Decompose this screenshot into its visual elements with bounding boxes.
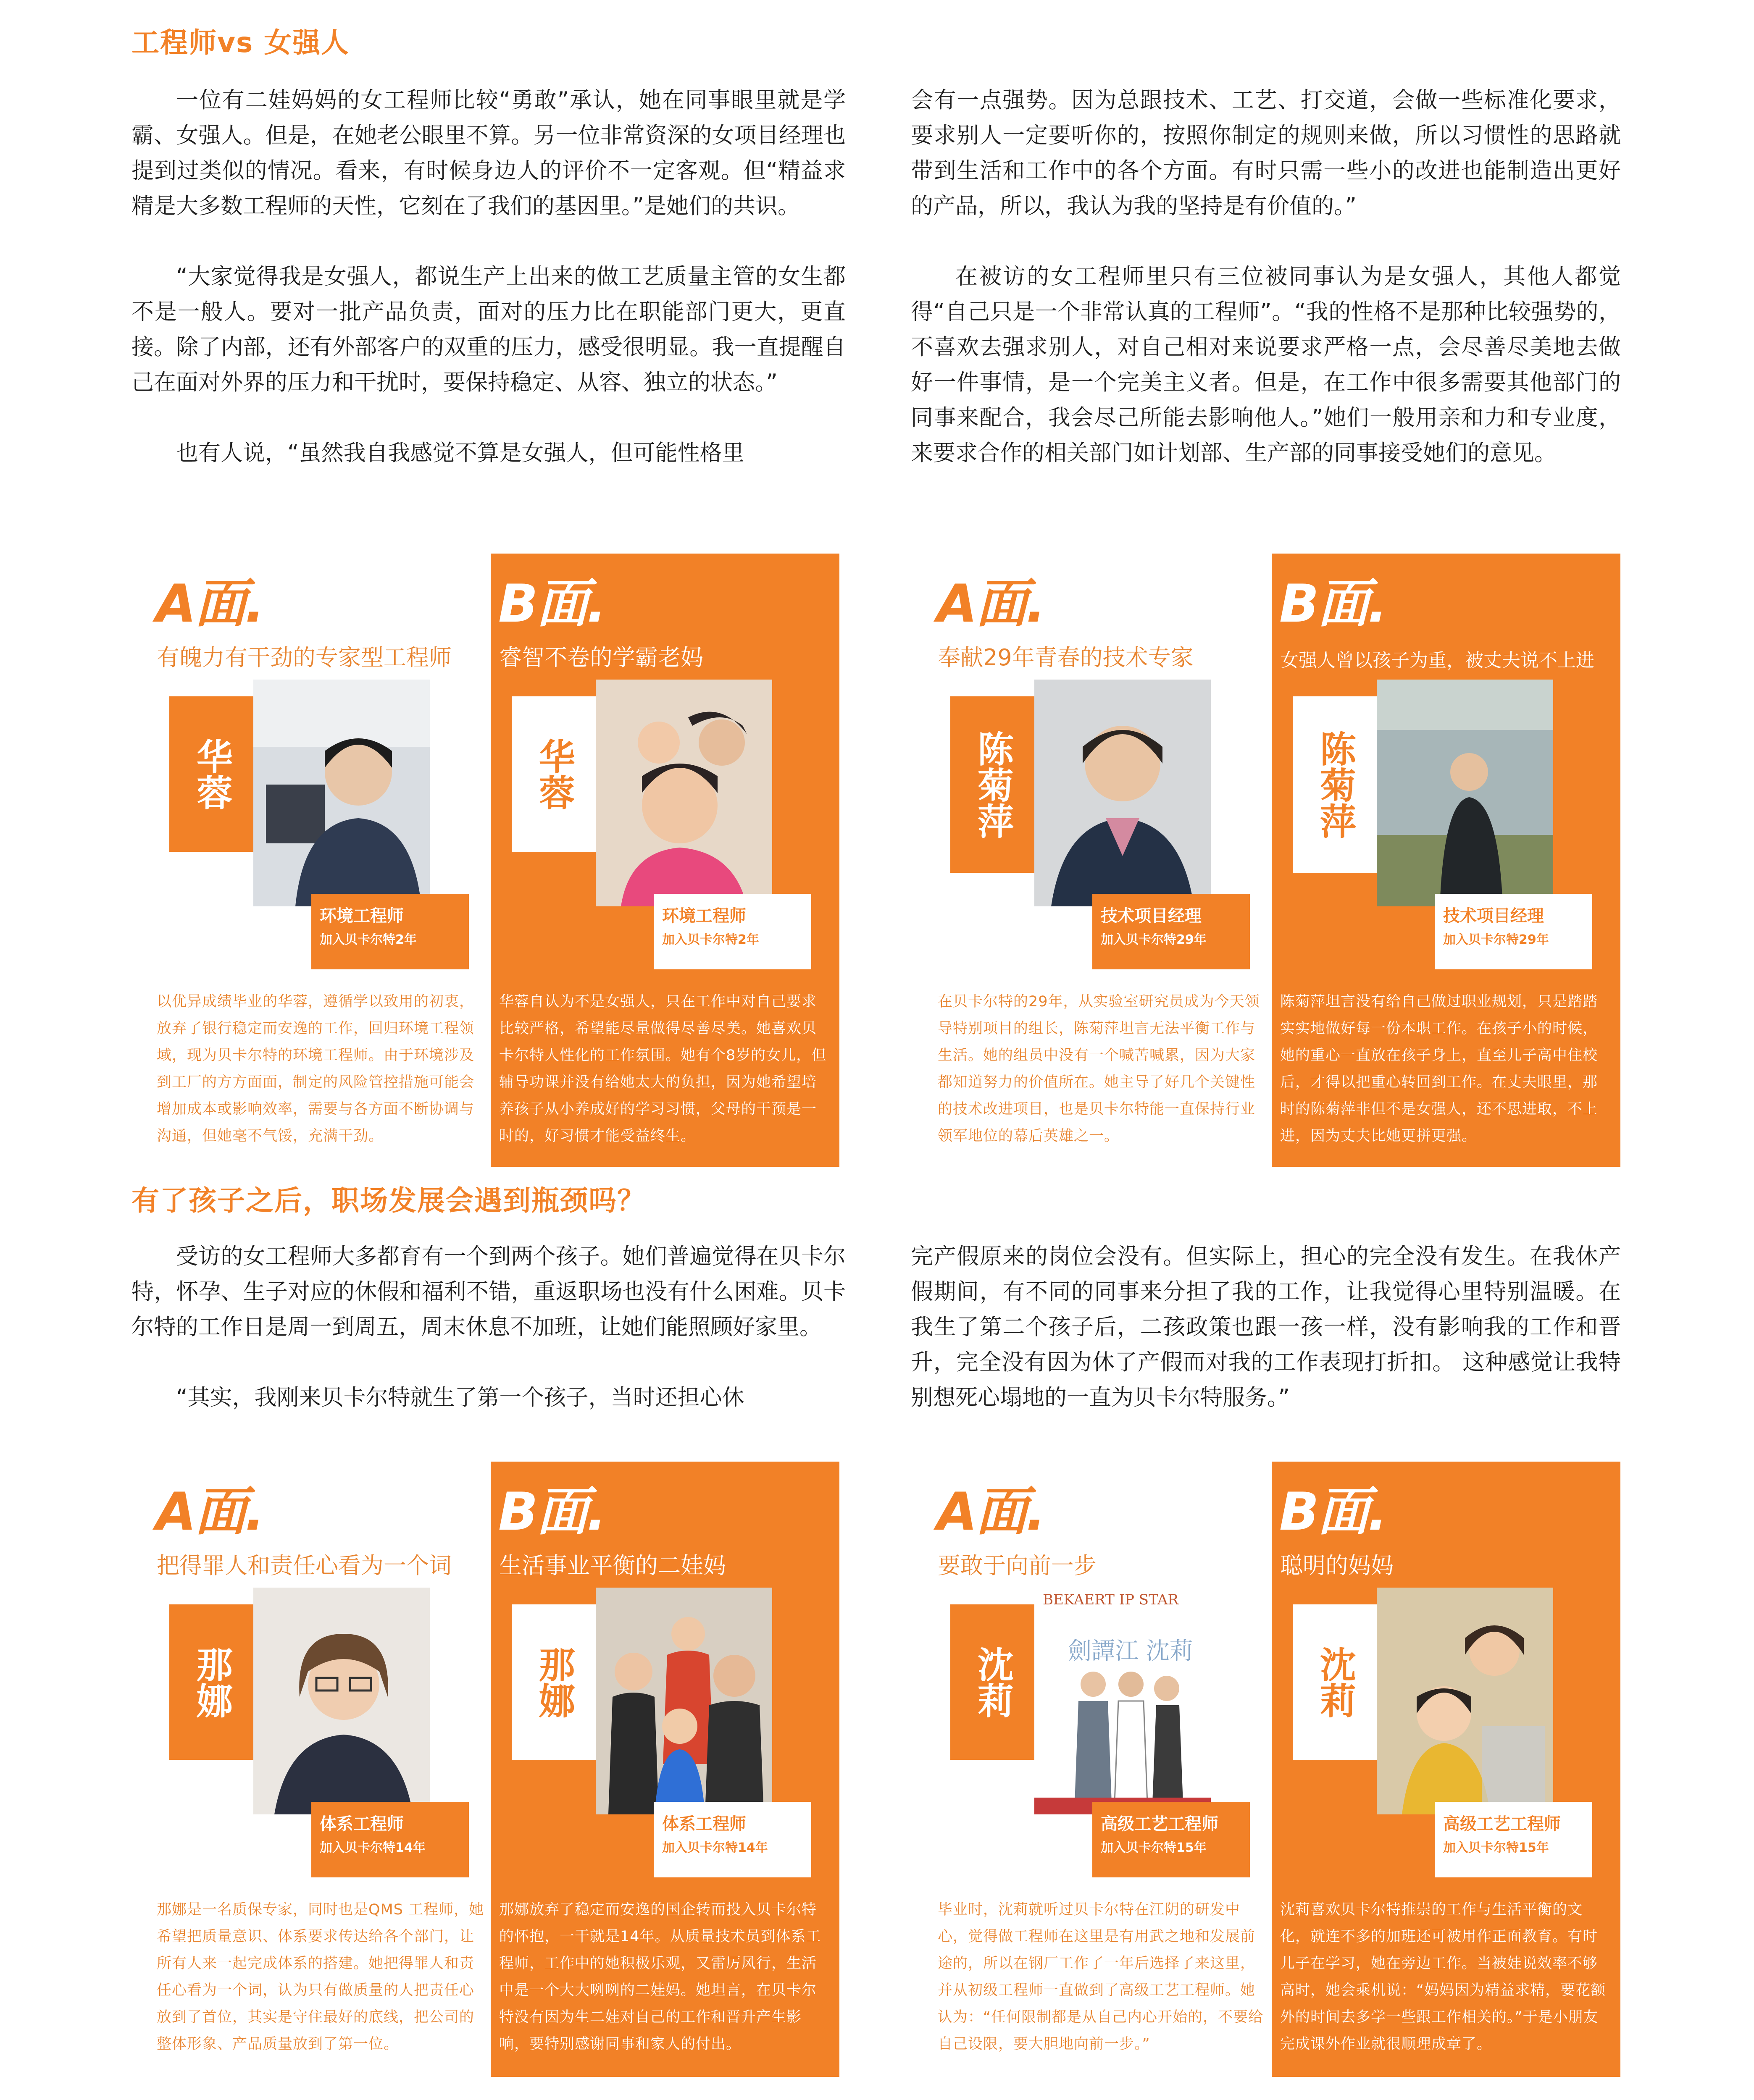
- role-title: 高级工艺工程师: [1443, 1814, 1561, 1834]
- card-description: 陈菊萍坦言没有给自己做过职业规划，只是踏踏实实地做好每一份本职工作。在孩子小的时候，她的重心一直放在孩子身上，直至儿子高中住校后，才得以把重心转回到工作。在丈夫眼里，那时的陈菊萍非但不是女强人，还不思进取，不上进，因为丈夫比她更拼更强。: [1280, 993, 1598, 1144]
- name-box: 那娜: [512, 1604, 596, 1760]
- portrait-photo: [253, 680, 430, 906]
- svg-text:劍譚江 沈莉: 劍譚江 沈莉: [1068, 1638, 1193, 1665]
- family-photo: [596, 1588, 772, 1814]
- role-box: [1092, 894, 1250, 969]
- role-title: 环境工程师: [320, 906, 404, 926]
- tenure-label: 加入贝卡尔特2年: [662, 932, 759, 947]
- card-description: 以优异成绩毕业的华蓉，遵循学以致用的初衷，放弃了银行稳定而安逸的工作，回归环境工程领域，现为贝卡尔特的环境工程师。由于环境涉及到工厂的方方面面，制定的风险管控措施可能会增加成本或影响效率，需要与各方面不断协调与沟通，但她毫不气馁，充满干劲。: [157, 993, 475, 1144]
- paragraph: 完产假原来的岗位会没有。但实际上，担心的完全没有发生。在我休产假期间，有不同的同事来分担了我的工作，让我觉得心里特别温暖。在我生了第二个孩子后，二孩政策也跟一孩一样，没有影响我的工作和晋升，完全没有因为休了产假而对我的工作表现打折扣。 这种感觉让我特别想死心塌地的一直为贝卡尔特服务。”: [911, 1244, 1621, 1410]
- role-box: [1435, 1802, 1592, 1877]
- side-label: A面.: [156, 574, 263, 634]
- name-box: 陈菊萍: [1293, 696, 1377, 873]
- role-title: 技术项目经理: [1101, 906, 1202, 926]
- name-box: 华蓉: [169, 696, 253, 852]
- side-label: A面.: [937, 1482, 1044, 1542]
- name-box: 华蓉: [512, 696, 596, 852]
- role-box: [1092, 1802, 1250, 1877]
- profile-card-b: [1272, 1462, 1620, 2077]
- paragraph: 受访的女工程师大多都育有一个到两个孩子。她们普遍觉得在贝卡尔特，怀孕、生子对应的休假和福利不错，重返职场也没有什么困难。贝卡尔特的工作日是周一到周五，周末休息不加班，让她们能照顾好家里。: [131, 1244, 846, 1340]
- profile-card-a: [148, 554, 497, 1167]
- paragraph: “其实，我刚来贝卡尔特就生了第一个孩子，当时还担心休: [176, 1385, 744, 1410]
- section-title: 工程师vs 女强人: [131, 26, 350, 59]
- card-tagline: 有魄力有干劲的专家型工程师: [157, 644, 452, 671]
- role-title: 体系工程师: [662, 1814, 746, 1834]
- profile-card-a: [929, 554, 1278, 1167]
- family-photo: [1377, 1588, 1553, 1814]
- card-tagline: 生活事业平衡的二娃妈: [499, 1552, 726, 1579]
- paragraph: 也有人说，“虽然我自我感觉不算是女强人，但可能性格里: [176, 440, 744, 466]
- role-box: [654, 894, 811, 969]
- name-box: 沈莉: [1293, 1604, 1377, 1760]
- tenure-label: 加入贝卡尔特14年: [662, 1840, 768, 1855]
- article-column-left: [131, 83, 846, 471]
- profile-card-a: [929, 1462, 1278, 2077]
- name-box: 陈菊萍: [950, 696, 1034, 873]
- role-title: 环境工程师: [662, 906, 746, 926]
- profile-card-b: [491, 1462, 839, 2077]
- name-box: 那娜: [169, 1604, 253, 1760]
- tenure-label: 加入贝卡尔特15年: [1101, 1840, 1207, 1855]
- paragraph: “大家觉得我是女强人，都说生产上出来的做工艺质量主管的女生都不是一般人。要对一批产品负责，面对的压力比在职能部门更大，更直接。除了内部，还有外部客户的双重的压力，感受很明显。我一直提醒自己在面对外界的压力和干扰时，要保持稳定、从容、独立的状态。”: [131, 264, 846, 395]
- side-label: B面.: [498, 1482, 605, 1542]
- award-photo: [1034, 1588, 1211, 1814]
- card-tagline: 把得罪人和责任心看为一个词: [157, 1552, 452, 1579]
- family-photo: [596, 680, 772, 906]
- card-tagline: 女强人曾以孩子为重，被丈夫说不上进: [1280, 650, 1594, 671]
- card-tagline: 聪明的妈妈: [1280, 1552, 1394, 1579]
- profile-card-b: [491, 554, 839, 1167]
- role-box: [654, 1802, 811, 1877]
- role-title: 高级工艺工程师: [1101, 1814, 1218, 1834]
- side-label: B面.: [1279, 574, 1386, 634]
- role-title: 技术项目经理: [1443, 906, 1544, 926]
- tenure-label: 加入贝卡尔特2年: [320, 932, 417, 947]
- portrait-photo: [1034, 680, 1211, 906]
- role-box: [311, 1802, 469, 1877]
- side-label: B面.: [1279, 1482, 1386, 1542]
- profile-card-b: [1272, 554, 1620, 1167]
- portrait-photo: [253, 1588, 430, 1814]
- paragraph: 在被访的女工程师里只有三位被同事认为是女强人，其他人都觉得“自己只是一个非常认真的工程师”。“我的性格不是那种比较强势的，不喜欢去强求别人，对自己相对来说要求严格一点，会尽善尽美地去做好一件事情，是一个完美主义者。但是，在工作中很多需要其他部门的同事来配合，我会尽己所能去影响他人。”她们一般用亲和力和专业度，来要求合作的相关部门如计划部、生产部的同事接受她们的意见。: [911, 264, 1621, 466]
- tenure-label: 加入贝卡尔特29年: [1443, 932, 1549, 947]
- card-description: 在贝卡尔特的29年，从实验室研究员成为今天领导特别项目的组长，陈菊萍坦言无法平衡工作与生活。她的组员中没有一个喊苦喊累，因为大家都知道努力的价值所在。她主导了好几个关键性的技术改进项目，也是贝卡尔特能一直保持行业领军地位的幕后英雄之一。: [938, 993, 1260, 1144]
- article-column-right: [911, 83, 1621, 471]
- tenure-label: 加入贝卡尔特15年: [1443, 1840, 1549, 1855]
- card-description: 沈莉喜欢贝卡尔特推崇的工作与生活平衡的文化，就连不多的加班还可被用作正面教育。有时儿子在学习，她在旁边工作。当被娃说效率不够高时，她会乘机说：“妈妈因为精益求精，要花额外的时间去多学一些跟工作相关的。”于是小朋友完成课外作业就很顺理成章了。: [1280, 1901, 1606, 2053]
- side-label: B面.: [498, 574, 605, 634]
- card-description: 那娜是一名质保专家，同时也是QMS 工程师，她希望把质量意识、体系要求传达给各个部门，让所有人来一起完成体系的搭建。她把得罪人和责任心看为一个词，认为只有做质量的人把责任心放到了首位，其实是守住最好的底线，把公司的整体形象、产品质量放到了第一位。: [157, 1901, 484, 2053]
- paragraph: 会有一点强势。因为总跟技术、工艺、打交道，会做一些标准化要求，要求别人一定要听你的，按照你制定的规则来做，所以习惯性的思路就带到生活和工作中的各个方面。有时只需一些小的改进也能制造出更好的产品，所以，我认为我的坚持是有价值的。”: [911, 87, 1621, 219]
- card-tagline: 奉献29年青春的技术专家: [938, 644, 1194, 671]
- tenure-label: 加入贝卡尔特29年: [1101, 932, 1207, 947]
- article-column-left: [131, 1239, 846, 1415]
- role-box: [1435, 894, 1592, 969]
- card-description: 那娜放弃了稳定而安逸的国企转而投入贝卡尔特的怀抱，一干就是14年。从质量技术员到体系工程师，工作中的她积极乐观，又雷厉风行，生活中是一个大大咧咧的二娃妈。她坦言，在贝卡尔特没有因为生二娃对自己的工作和晋升产生影响，要特别感谢同事和家人的付出。: [499, 1901, 821, 2053]
- card-description: 华蓉自认为不是女强人，只在工作中对自己要求比较严格，希望能尽量做得尽善尽美。她喜欢贝卡尔特人性化的工作氛围。她有个8岁的女儿，但辅导功课并没有给她太大的负担，因为她希望培养孩子从小养成好的学习习惯，父母的干预是一时的，好习惯才能受益终生。: [499, 993, 827, 1144]
- photo-banner-text: BEKAERT IP STAR: [1043, 1591, 1179, 1608]
- card-tagline: 睿智不卷的学霸老妈: [499, 644, 703, 671]
- paragraph: 一位有二娃妈妈的女工程师比较“勇敢”承认，她在同事眼里就是学霸、女强人。但是，在她老公眼里不算。另一位非常资深的女项目经理也提到过类似的情况。看来，有时候身边人的评价不一定客观。但“精益求精是大多数工程师的天性，它刻在了我们的基因里。”是她们的共识。: [131, 87, 846, 219]
- name-box: 沈莉: [950, 1604, 1034, 1760]
- tenure-label: 加入贝卡尔特14年: [320, 1840, 426, 1855]
- article-column-right: [911, 1239, 1621, 1415]
- side-label: A面.: [156, 1482, 263, 1542]
- role-title: 体系工程师: [320, 1814, 404, 1834]
- profile-card-a: [148, 1462, 497, 2077]
- role-box: [311, 894, 469, 969]
- card-description: 毕业时，沈莉就听过贝卡尔特在江阴的研发中心，觉得做工程师在这里是有用武之地和发展前途的，所以在钢厂工作了一年后选择了来这里，并从初级工程师一直做到了高级工艺工程师。她认为：“任何限制都是从自己内心开始的，不要给自己设限，要大胆地向前一步。”: [938, 1901, 1264, 2053]
- section-title: 有了孩子之后，职场发展会遇到瓶颈吗？: [131, 1184, 646, 1217]
- card-tagline: 要敢于向前一步: [938, 1552, 1097, 1579]
- side-label: A面.: [937, 574, 1044, 634]
- outdoor-photo: [1377, 680, 1553, 906]
